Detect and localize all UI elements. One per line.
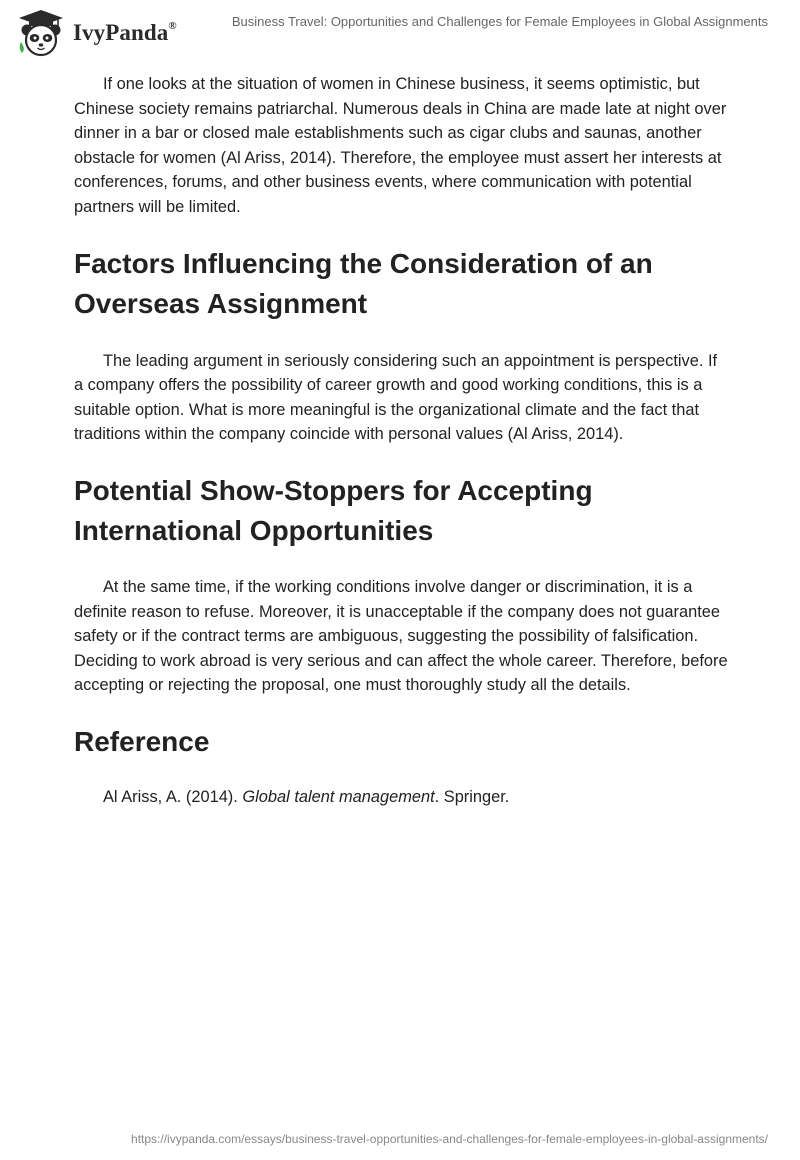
section-heading-show-stoppers: Potential Show-Stoppers for Accepting International Opportunities: [74, 474, 593, 547]
reference-entry: [74, 785, 730, 810]
section-heading-reference: Reference: [74, 725, 210, 757]
registered-mark: ®: [168, 20, 177, 33]
paragraph: The leading argument in seriously considering such an appointment is perspective. If a company offers the possibility of career growth and good working conditions, this is a suitable option. What is more meaningful is the organizational climate and the fact that traditions within the company coincide with personal values (Al Ariss, 2014).: [74, 351, 718, 444]
article-body: [74, 72, 730, 810]
reference-title: Global talent management: [242, 788, 435, 807]
reference-authors: Al Ariss, A. (2014).: [103, 788, 243, 807]
paragraph: If one looks at the situation of women in Chinese business, it seems optimistic, but Chinese society remains patriarchal. Numerous deals in China are made late at night over dinner in a bar or closed male establishments such as cigar clubs and saunas, another obstacle for women (Al Ariss, 2014). Therefore, the employee must assert her interests at conferences, forums, and other business events, where communication with potential partners will be limited.: [74, 75, 727, 216]
reference-publisher: . Springer.: [434, 788, 510, 807]
paragraph: At the same time, if the working conditions involve danger or discrimination, it is a definite reason to refuse. Moreover, it is unacceptable if the company does not guarantee safety or if the contract terms are ambiguous, suggesting the possibility of falsification. Deciding to work abroad is very serious and can affect the whole career. Therefore, before accepting or rejecting the proposal, one must thoroughly study all the details.: [74, 577, 728, 695]
source-url[interactable]: https://ivypanda.com/essays/business-travel-opportunities-and-challenges-for-female-employees-in-global-assignments/: [131, 1132, 768, 1146]
document-title: Business Travel: Opportunities and Challenges for Female Employees in Global Assignments: [231, 14, 768, 29]
brand-name: IvyPanda®: [73, 20, 177, 45]
ivypanda-logo[interactable]: [16, 8, 177, 58]
panda-graduate-icon: [16, 8, 66, 58]
page-header: [0, 0, 800, 60]
section-heading-factors: Factors Influencing the Consideration of an Overseas Assignment: [74, 247, 653, 320]
